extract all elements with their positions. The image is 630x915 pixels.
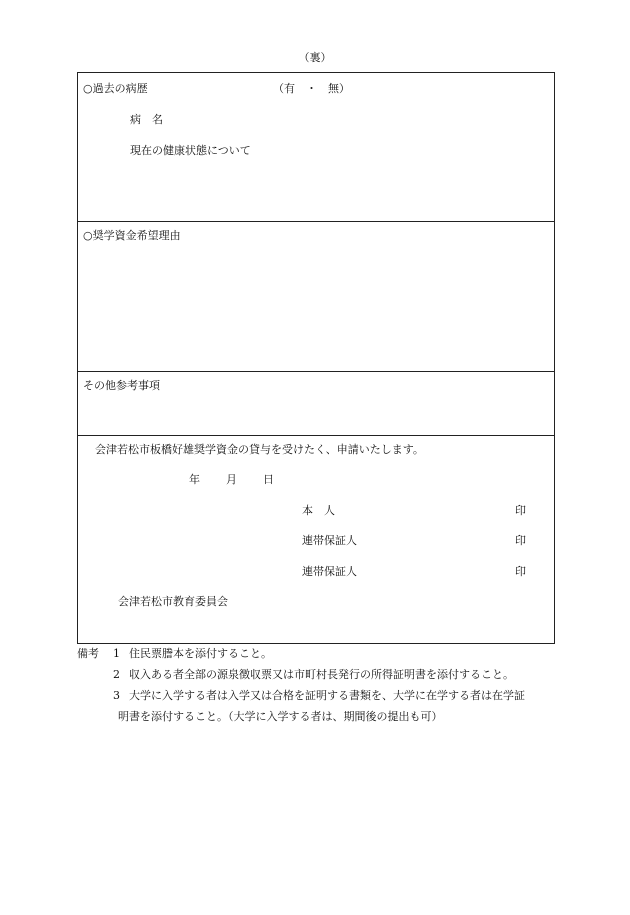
applicant-seal: 印 [515,504,526,517]
note-item [115,669,514,680]
notes-label: 備考 [77,647,99,660]
other-notes-title: その他参考事項 [83,379,160,392]
page-side-label: （裏） [298,51,332,64]
date-day-label: 日 [263,473,274,486]
disease-name-label: 病 名 [130,113,163,126]
note-number: 2 [113,668,120,681]
medical-history-choice: （有 ・ 無） [273,82,350,95]
guarantor-2-label: 連帯保証人 [302,565,357,578]
guarantor-2-seal: 印 [515,565,526,578]
note-item [115,690,525,701]
medical-history-title: ○過去の病歴 [83,82,148,95]
health-status-label: 現在の健康状態について [130,144,251,157]
guarantor-1-label: 連帯保証人 [302,534,357,547]
scholarship-reason-section [78,221,554,371]
application-statement: 会津若松市板橋好雄奨学資金の貸与を受けたく、申請いたします。 [95,443,424,456]
medical-history-section [78,73,554,221]
other-notes-section [78,371,554,435]
guarantor-1-seal: 印 [515,534,526,547]
note-text: 大学に入学する者は入学又は合格を証明する書類を、大学に在学する者は在学証 [129,689,525,702]
application-section [78,435,554,643]
note-text: 収入ある者全部の源泉徴収票又は市町村長発行の所得証明書を添付すること。 [129,668,514,681]
addressee: 会津若松市教育委員会 [118,595,228,608]
note-number: 1 [113,647,120,660]
note-text-continued: 明書を添付すること。（大学に入学する者は、期間後の提出も可） [118,710,443,723]
date-month-label: 月 [226,473,237,486]
applicant-label: 本 人 [302,504,335,517]
date-year-label: 年 [189,473,200,486]
note-number: 3 [113,689,120,702]
scholarship-reason-title: ○奨学資金希望理由 [83,229,181,242]
application-form [77,72,555,644]
note-text: 住民票謄本を添付すること。 [129,647,272,660]
note-item [115,648,272,659]
